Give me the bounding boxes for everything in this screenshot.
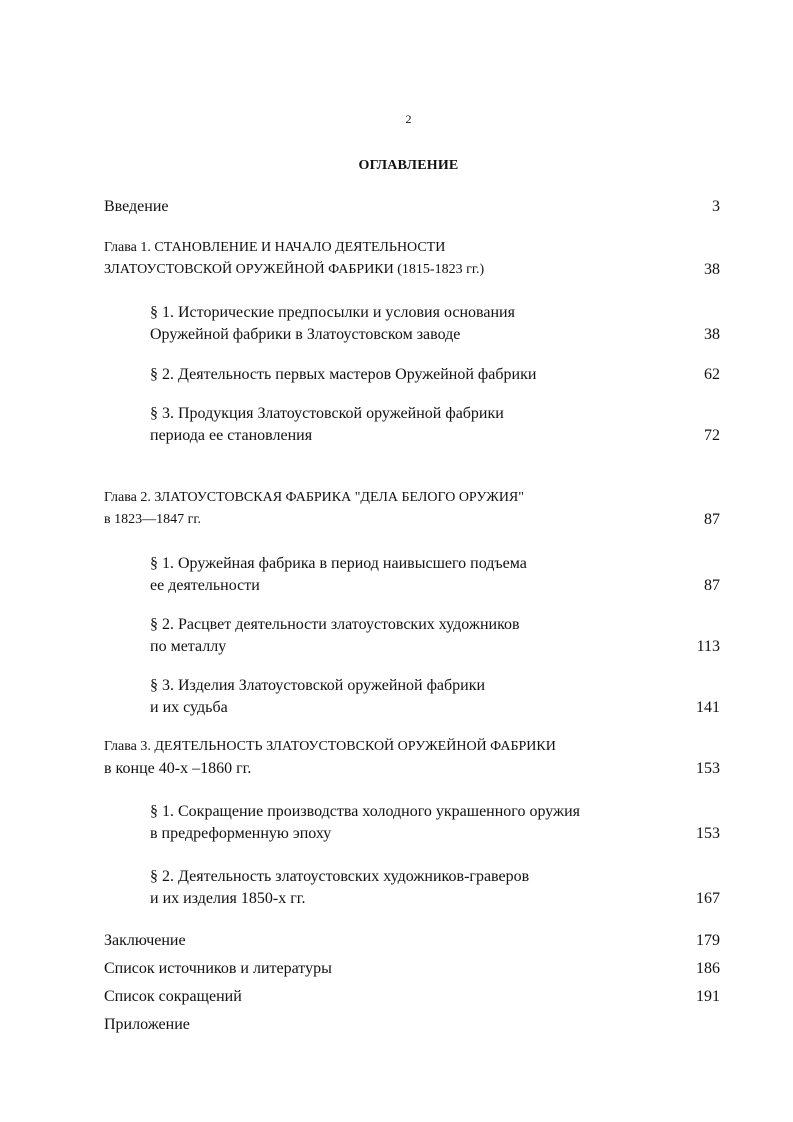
toc-entry-line: Оружейной фабрики в Златоустовском заводе [150, 326, 461, 343]
toc-entry-page: 153 [696, 760, 720, 777]
toc-entry-page: 141 [696, 699, 720, 716]
toc-entry-line: Введение [104, 198, 169, 215]
toc-entry-line: § 1. Оружейная фабрика в период наивысшего подъема [150, 555, 527, 572]
toc-entry-page: 191 [696, 988, 720, 1005]
toc-entry-page: 62 [704, 366, 720, 383]
toc-entry-chapter-3 [104, 736, 720, 780]
toc-title: ОГЛАВЛЕНИЕ [358, 158, 459, 173]
toc-entry-line: и их изделия 1850-х гг. [150, 890, 306, 907]
toc-entry-chapter-1-section-3 [150, 403, 720, 447]
toc-entry-page: 87 [704, 511, 720, 528]
toc-entry-line: Список сокращений [104, 988, 242, 1005]
toc-entry-line: § 3. Продукция Златоустовской оружейной фабрики [150, 405, 504, 422]
toc-entry-line: по металлу [150, 638, 227, 655]
toc-entry-line: и их судьба [150, 699, 228, 716]
toc-entry-line: ее деятельности [150, 577, 260, 594]
toc-entry-chapter-2-section-2 [150, 614, 720, 658]
toc-entry-chapter-1 [104, 237, 720, 281]
toc-entry-chapter-3-section-2 [150, 866, 720, 910]
toc-entry-abbreviations [104, 986, 720, 1008]
toc-entry-chapter-3-section-1 [150, 801, 720, 845]
toc-entry-chapter-1-section-1 [150, 302, 720, 346]
toc-entry-line: Глава 3. ДЕЯТЕЛЬНОСТЬ ЗЛАТОУСТОВСКОЙ ОРУЖЕЙНОЙ ФАБРИКИ [104, 739, 556, 754]
toc-entry-chapter-2-section-3 [150, 675, 720, 719]
toc-entry-line: § 1. Исторические предпосылки и условия основания [150, 304, 515, 321]
toc-entry-appendix [104, 1014, 720, 1036]
toc-entry-line: в 1823—1847 гг. [104, 512, 202, 527]
toc-entry-page: 113 [696, 638, 720, 655]
toc-entry-chapter-1-section-2 [150, 364, 720, 386]
toc-entry-page: 167 [696, 890, 720, 907]
page-number: 2 [405, 112, 412, 126]
toc-entry-page: 3 [712, 198, 720, 215]
toc-entry-line: Глава 2. ЗЛАТОУСТОВСКАЯ ФАБРИКА "ДЕЛА БЕЛОГО ОРУЖИЯ" [104, 490, 524, 505]
toc-entry-line: § 2. Деятельность первых мастеров Оружейной фабрики [150, 366, 537, 383]
toc-entry-page: 153 [696, 825, 720, 842]
toc-entry-line: § 2. Расцвет деятельности златоустовских художников [150, 616, 520, 633]
toc-entry-page: 38 [704, 261, 720, 278]
toc-entry-line: ЗЛАТОУСТОВСКОЙ ОРУЖЕЙНОЙ ФАБРИКИ (1815-1823 гг.) [104, 262, 485, 277]
toc-entry-page: 186 [696, 960, 720, 977]
toc-entry-line: в предреформенную эпоху [150, 825, 332, 842]
toc-entry-line: Приложение [104, 1016, 190, 1033]
toc-entry-page: 38 [704, 326, 720, 343]
toc-entry-line: периода ее становления [150, 427, 313, 444]
toc-entry-conclusion [104, 930, 720, 952]
toc-entry-page: 72 [704, 427, 720, 444]
toc-entry-chapter-2 [104, 487, 720, 531]
toc-entry-line: Список источников и литературы [104, 960, 332, 977]
toc-entry-line: § 3. Изделия Златоустовской оружейной фабрики [150, 677, 486, 694]
toc-entry-line: Заключение [104, 932, 186, 949]
toc-entry-page: 179 [696, 932, 720, 949]
toc-entry-line: Глава 1. СТАНОВЛЕНИЕ И НАЧАЛО ДЕЯТЕЛЬНОСТИ [104, 240, 446, 255]
toc-entry-line: в конце 40-х –1860 гг. [104, 760, 252, 777]
toc-entry-chapter-2-section-1 [150, 553, 720, 597]
toc-entry-line: § 2. Деятельность златоустовских художников-граверов [150, 868, 530, 885]
toc-entry-page: 87 [704, 577, 720, 594]
toc-entry-sources [104, 958, 720, 980]
toc-entry-line: § 1. Сокращение производства холодного украшенного оружия [150, 803, 581, 820]
toc-entry-introduction [104, 196, 720, 218]
